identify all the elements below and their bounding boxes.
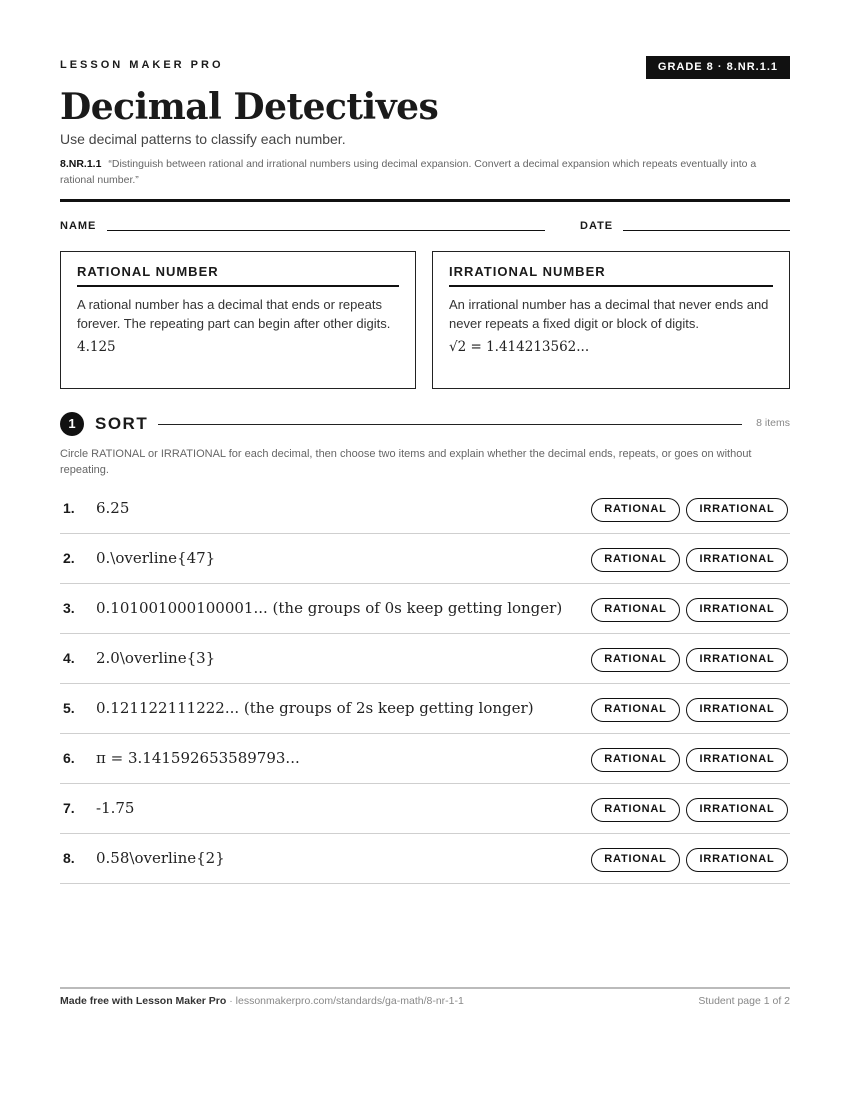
name-label: NAME: [60, 220, 97, 232]
item-number: 2.: [63, 550, 75, 566]
section-instructions: Circle RATIONAL or IRRATIONAL for each decimal, then choose two items and explain whether the decimal ends, repeats, or goes on without repeating.: [60, 448, 752, 476]
standard-text: “Distinguish between rational and irrational numbers using decimal expansion. Convert a decimal expansion which repeats eventually into a rational number.”: [60, 158, 757, 186]
item-number: 8.: [63, 850, 75, 866]
top-bar: [60, 56, 790, 80]
page-subtitle: Use decimal patterns to classify each number.: [60, 131, 346, 147]
item-decimal: 6.25: [96, 499, 130, 517]
list-item: [60, 784, 790, 834]
irrational-choice-button[interactable]: IRRATIONAL: [686, 498, 788, 522]
rational-choice-button[interactable]: RATIONAL: [591, 798, 680, 822]
item-decimal: -1.75: [96, 799, 135, 817]
rational-choice-button[interactable]: RATIONAL: [591, 698, 680, 722]
list-item: [60, 634, 790, 684]
page-footer: [60, 995, 790, 1007]
rational-choice-button[interactable]: RATIONAL: [591, 848, 680, 872]
item-number: 4.: [63, 650, 75, 666]
item-decimal: 0.58\overline{2}: [96, 849, 225, 867]
list-item: [60, 734, 790, 784]
rational-text: A rational number has a decimal that ends or repeats forever. The repeating part can begin after other digits.: [77, 297, 391, 331]
name-field[interactable]: [107, 230, 545, 231]
irrational-choice-button[interactable]: IRRATIONAL: [686, 798, 788, 822]
rational-choice-button[interactable]: RATIONAL: [591, 498, 680, 522]
section-title: SORT: [95, 414, 149, 433]
header-divider: [60, 199, 790, 202]
rational-choice-button[interactable]: RATIONAL: [591, 648, 680, 672]
irrational-definition-box: [432, 251, 790, 389]
irrational-choice-button[interactable]: IRRATIONAL: [686, 648, 788, 672]
list-item: [60, 684, 790, 734]
item-number: 3.: [63, 600, 75, 616]
rational-definition-box: [60, 251, 416, 389]
irrational-choice-button[interactable]: IRRATIONAL: [686, 848, 788, 872]
section-number-badge: 1: [60, 412, 84, 436]
item-number: 1.: [63, 500, 75, 516]
item-count: 8 items: [756, 417, 790, 429]
rational-choice-button[interactable]: RATIONAL: [591, 548, 680, 572]
item-number: 7.: [63, 800, 75, 816]
date-field[interactable]: [623, 230, 790, 231]
date-label: DATE: [580, 220, 614, 232]
irrational-choice-button[interactable]: IRRATIONAL: [686, 548, 788, 572]
item-number: 6.: [63, 750, 75, 766]
page-title: Decimal Detectives: [60, 86, 439, 128]
list-item: [60, 584, 790, 634]
irrational-heading: IRRATIONAL NUMBER: [449, 264, 773, 287]
sort-item-list: [60, 484, 790, 884]
irrational-choice-button[interactable]: IRRATIONAL: [686, 748, 788, 772]
student-info-row: [60, 218, 790, 234]
standard-description: [60, 156, 790, 188]
rational-choice-button[interactable]: RATIONAL: [591, 748, 680, 772]
footer-separator: ·: [226, 995, 236, 1007]
standard-code: 8.NR.1.1: [60, 158, 102, 170]
grade-badge: GRADE 8 · 8.NR.1.1: [646, 56, 790, 79]
item-decimal: 0.\overline{47}: [96, 549, 216, 567]
rational-heading: RATIONAL NUMBER: [77, 264, 399, 287]
item-decimal: 0.121122111222... (the groups of 2s keep getting longer): [96, 699, 534, 717]
rational-example: 4.125: [77, 339, 116, 355]
item-decimal: π = 3.141592653589793...: [96, 749, 300, 767]
item-decimal: 2.0\overline{3}: [96, 649, 216, 667]
sort-section-header: [60, 412, 790, 436]
list-item: [60, 484, 790, 534]
list-item: [60, 834, 790, 884]
item-number: 5.: [63, 700, 75, 716]
list-item: [60, 534, 790, 584]
irrational-example: √2 = 1.414213562...: [449, 339, 590, 355]
irrational-choice-button[interactable]: IRRATIONAL: [686, 598, 788, 622]
footer-url[interactable]: lessonmakerpro.com/standards/ga-math/8-nr-1-1: [235, 995, 464, 1007]
irrational-text: An irrational number has a decimal that never ends and never repeats a fixed digit or block of digits.: [449, 297, 769, 331]
rational-choice-button[interactable]: RATIONAL: [591, 598, 680, 622]
section-rule: [158, 424, 742, 425]
item-decimal: 0.101001000100001... (the groups of 0s keep getting longer): [96, 599, 563, 617]
irrational-choice-button[interactable]: IRRATIONAL: [686, 698, 788, 722]
footer-made-with: Made free with Lesson Maker Pro: [60, 995, 227, 1007]
footer-divider: [60, 987, 790, 989]
brand-name: LESSON MAKER PRO: [60, 59, 224, 71]
footer-page-number: Student page 1 of 2: [698, 995, 790, 1007]
